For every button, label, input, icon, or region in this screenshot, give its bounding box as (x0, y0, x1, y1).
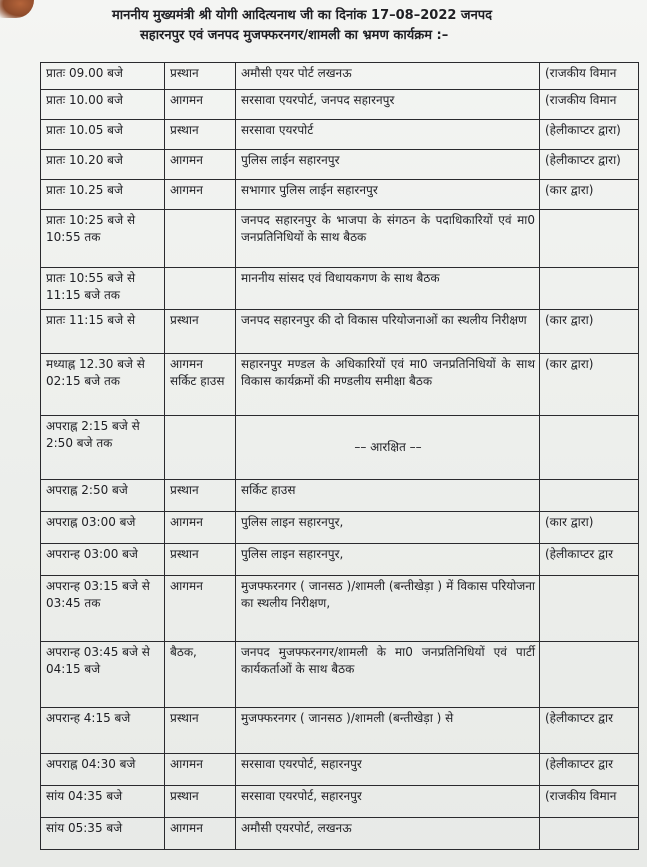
description-cell: मुजफ्फरनगर ( जानसठ )/शामली (बन्तीखेड़ा ) में विकास परियोजना का स्थलीय निरीक्षण, (236, 576, 540, 642)
time-cell: सांय 04:35 बजे (41, 786, 165, 818)
action-cell (165, 416, 236, 480)
time-cell: अपरान्ह 03:15 बजे से 03:45 तक (41, 576, 165, 642)
action-cell: प्रस्थान (165, 480, 236, 512)
table-row (41, 480, 639, 512)
mode-cell (540, 818, 639, 850)
time-cell: प्रातः 10.20 बजे (41, 150, 165, 180)
table-row (41, 642, 639, 708)
schedule-table (40, 62, 639, 850)
time-cell: सांय 05:35 बजे (41, 818, 165, 850)
description-cell: सरसावा एयरपोर्ट, सहारनपुर (236, 786, 540, 818)
corner-smudge (0, 0, 34, 18)
table-row (41, 310, 639, 354)
time-cell: अपरान्ह 03:45 बजे से 04:15 बजे (41, 642, 165, 708)
table-row (41, 576, 639, 642)
time-cell: अपरान्ह 03:00 बजे (41, 544, 165, 576)
mode-cell: (कार द्वारा) (540, 512, 639, 544)
mode-cell (540, 210, 639, 268)
table-row (41, 354, 639, 416)
description-cell: मुजफ्फरनगर ( जानसठ )/शामली (बन्तीखेड़ा ) से (236, 708, 540, 754)
action-cell: आगमन (165, 180, 236, 210)
table-row (41, 754, 639, 786)
action-cell: प्रस्थान (165, 120, 236, 150)
description-cell: माननीय सांसद एवं विधायकगण के साथ बैठक (236, 268, 540, 310)
action-cell: आगमन (165, 754, 236, 786)
document-heading (92, 6, 632, 46)
mode-cell: (हेलीकाप्टर द्वार (540, 754, 639, 786)
description-cell: अमौसी एयरपोर्ट, लखनऊ (236, 818, 540, 850)
reserved-cell: –– आरक्षित –– (236, 416, 540, 480)
action-cell (165, 210, 236, 268)
description-cell: सभागार पुलिस लाईन सहारनपुर (236, 180, 540, 210)
table-row (41, 544, 639, 576)
time-cell: अपराह्न 04:30 बजे (41, 754, 165, 786)
table-row (41, 120, 639, 150)
description-cell: सर्किट हाउस (236, 480, 540, 512)
description-cell: सरसावा एयरपोर्ट, जनपद सहारनपुर (236, 90, 540, 120)
action-cell: बैठक, (165, 642, 236, 708)
table-row (41, 268, 639, 310)
description-cell: जनपद मुजफ्फरनगर/शामली के मा0 जनप्रतिनिधियों एवं पार्टी कार्यकर्ताओं के साथ बैठक (236, 642, 540, 708)
action-cell: आगमन सर्किट हाउस (165, 354, 236, 416)
description-cell: सहारनपुर मण्डल के अधिकारियों एवं मा0 जनप्रतिनिधियों के साथ विकास कार्यक्रमों की मण्डलीय समीक्षा बैठक (236, 354, 540, 416)
action-cell: आगमन (165, 576, 236, 642)
action-cell: आगमन (165, 90, 236, 120)
heading-line-1: माननीय मुख्यमंत्री श्री योगी आदित्यनाथ जी का दिनांक 17–08–2022 जनपद (112, 8, 493, 23)
time-cell: प्रातः 09.00 बजे (41, 63, 165, 90)
time-cell: प्रातः 10.05 बजे (41, 120, 165, 150)
description-cell: पुलिस लाइन सहारनपुर, (236, 512, 540, 544)
mode-cell (540, 576, 639, 642)
description-cell: पुलिस लाइन सहारनपुर, (236, 544, 540, 576)
mode-cell: (राजकीय विमान (540, 63, 639, 90)
table-row (41, 210, 639, 268)
table-row (41, 90, 639, 120)
description-cell: जनपद सहारनपुर की दो विकास परियोजनाओं का स्थलीय निरीक्षण (236, 310, 540, 354)
mode-cell: (कार द्वारा) (540, 354, 639, 416)
table-row (41, 512, 639, 544)
table-row (41, 786, 639, 818)
action-cell: प्रस्थान (165, 786, 236, 818)
time-cell: प्रातः 11:15 बजे से (41, 310, 165, 354)
action-cell: आगमन (165, 150, 236, 180)
time-cell: प्रातः 10:25 बजे से 10:55 तक (41, 210, 165, 268)
mode-cell (540, 642, 639, 708)
table-row (41, 708, 639, 754)
mode-cell (540, 268, 639, 310)
description-cell: अमौसी एयर पोर्ट लखनऊ (236, 63, 540, 90)
description-cell: जनपद सहारनपुर के भाजपा के संगठन के पदाधिकारियों एवं मा0 जनप्रतिनिधियों के साथ बैठक (236, 210, 540, 268)
time-cell: अपरान्ह 4:15 बजे (41, 708, 165, 754)
mode-cell: (राजकीय विमान (540, 90, 639, 120)
time-cell: प्रातः 10.25 बजे (41, 180, 165, 210)
mode-cell (540, 416, 639, 480)
heading-line-2: सहारनपुर एवं जनपद मुजफ्फरनगर/शामली का भ्रमण कार्यक्रम :– (140, 28, 449, 43)
table-row (41, 416, 639, 480)
mode-cell (540, 480, 639, 512)
table-row (41, 63, 639, 90)
table-row (41, 818, 639, 850)
mode-cell: (राजकीय विमान (540, 786, 639, 818)
time-cell: अपराह्न 2:50 बजे (41, 480, 165, 512)
time-cell: प्रातः 10:55 बजे से 11:15 बजे तक (41, 268, 165, 310)
time-cell: अपराह्न 2:15 बजे से 2:50 बजे तक (41, 416, 165, 480)
time-cell: मध्याह्न 12.30 बजे से 02:15 बजे तक (41, 354, 165, 416)
time-cell: प्रातः 10.00 बजे (41, 90, 165, 120)
table-row (41, 150, 639, 180)
mode-cell: (हेलीकाप्टर द्वार (540, 544, 639, 576)
description-cell: सरसावा एयरपोर्ट (236, 120, 540, 150)
action-cell: आगमन (165, 512, 236, 544)
action-cell: प्रस्थान (165, 544, 236, 576)
mode-cell: (कार द्वारा) (540, 310, 639, 354)
time-cell: अपराह्न 03:00 बजे (41, 512, 165, 544)
description-cell: पुलिस लाईन सहारनपुर (236, 150, 540, 180)
mode-cell: (कार द्वारा) (540, 180, 639, 210)
table-row (41, 180, 639, 210)
action-cell: प्रस्थान (165, 63, 236, 90)
description-cell: सरसावा एयरपोर्ट, सहारनपुर (236, 754, 540, 786)
action-cell: प्रस्थान (165, 708, 236, 754)
mode-cell: (हेलीकाप्टर द्वारा) (540, 120, 639, 150)
mode-cell: (हेलीकाप्टर द्वार (540, 708, 639, 754)
action-cell: प्रस्थान (165, 310, 236, 354)
mode-cell: (हेलीकाप्टर द्वारा) (540, 150, 639, 180)
action-cell: आगमन (165, 818, 236, 850)
action-cell (165, 268, 236, 310)
